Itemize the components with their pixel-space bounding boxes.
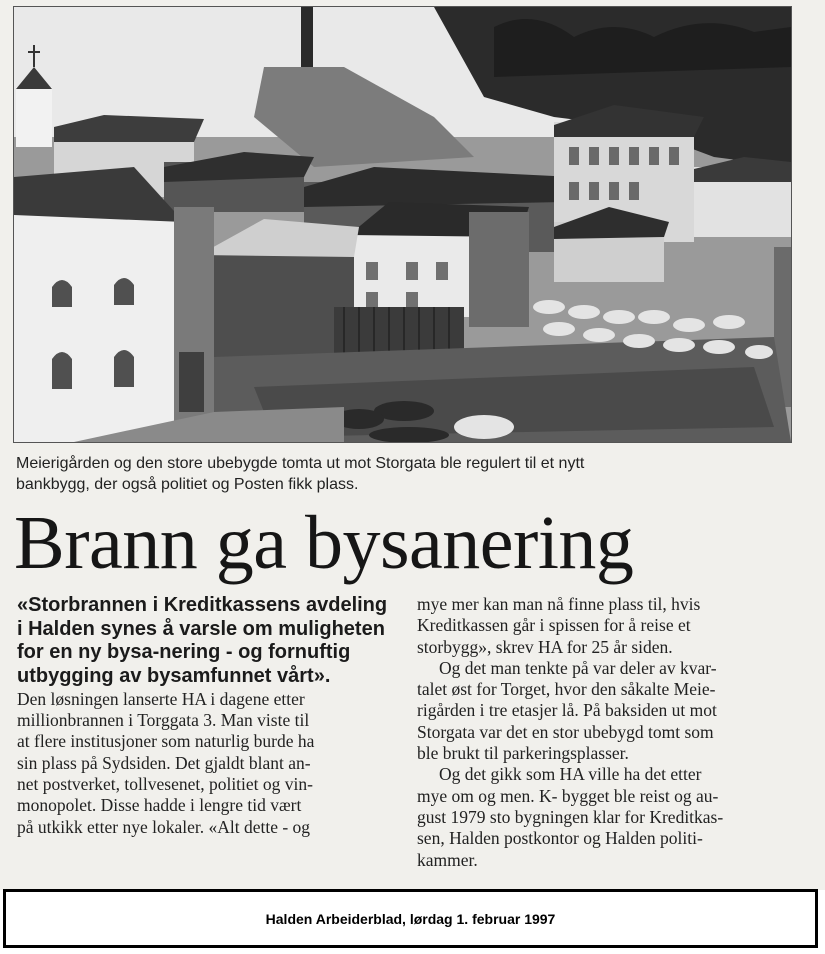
text-line: sen, Halden postkontor og Halden politi- [417, 828, 703, 849]
text-line: monopolet. Disse hadde i lengre tid vært [17, 795, 302, 816]
text-line: Og det man tenkte på var deler av kvar- [439, 657, 717, 678]
text-line: at flere institusjoner som naturlig burde ha [17, 731, 315, 752]
body-paragraph [417, 594, 787, 871]
text-line: talet øst for Torget, hvor den såkalte Meie- [417, 679, 716, 700]
body-paragraph [17, 689, 389, 838]
caption-line: bankbygg, der også politiet og Posten fikk plass. [16, 476, 359, 493]
text-line: millionbrannen i Torggata 3. Man viste til [17, 710, 310, 731]
text-line: rigården i tre etasjer lå. På baksiden ut mot [417, 700, 717, 721]
caption-line: Meierigården og den store ubebygde tomta ut mot Storgata ble regulert til et nytt [16, 455, 585, 472]
article-column-right [417, 594, 787, 871]
text-line: Og det gikk som HA ville ha det etter [439, 764, 702, 785]
text-line: mye mer kan man nå finne plass til, hvis [417, 594, 701, 614]
source-footer [3, 889, 818, 948]
headline: Brann ga bysanering [14, 501, 634, 585]
photo-caption [16, 453, 806, 495]
text-line: Storgata var det en stor ubebygd tomt som [417, 721, 714, 742]
text-line: storbygg», skrev HA for 25 år siden. [417, 636, 673, 657]
source-citation: Halden Arbeiderblad, lørdag 1. februar 1997 [265, 910, 556, 927]
text-line: sin plass på Sydsiden. Det gjaldt blant an- [17, 752, 311, 773]
lead-paragraph: «Storbrannen i Kreditkassens avdeling i Halden synes å varsle om muligheten for en ny bysa-nering - og fornuftig utbygging av bysamfunnet vårt». [17, 594, 388, 688]
text-line: gust 1979 sto bygningen klar for Kreditkas- [417, 806, 724, 827]
text-line: Kreditkassen går i spissen for å reise et [417, 615, 691, 636]
text-line: kammer. [417, 849, 478, 870]
text-line: net postverket, tollvesenet, politiet og vin- [17, 774, 313, 794]
text-line: på utkikk etter nye lokaler. «Alt dette - og [17, 816, 311, 837]
townscape-photo [13, 6, 792, 443]
article-column-left [17, 594, 389, 838]
text-line: Den løsningen lanserte HA i dagene etter [17, 688, 305, 709]
text-line: mye om og men. K- bygget ble reist og au- [417, 785, 719, 806]
text-line: ble brukt til parkeringsplasser. [417, 743, 629, 764]
